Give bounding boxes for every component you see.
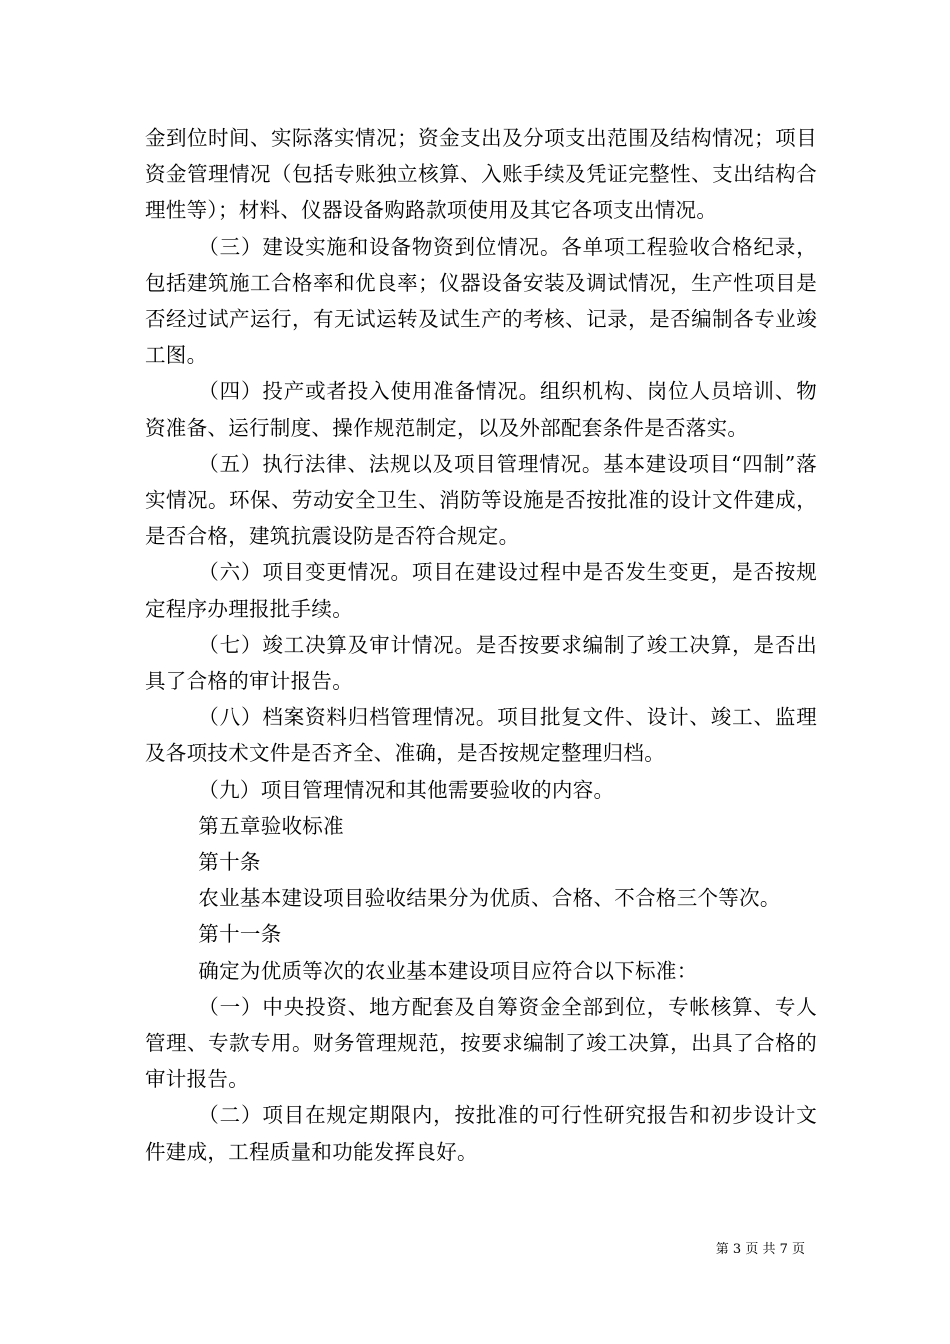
page-number-footer: 第 3 页 共 7 页 (715, 1242, 805, 1257)
article-10-text: 农业基本建设项目验收结果分为优质、合格、不合格三个等次。 (198, 886, 781, 911)
paragraph-item-6: （六）项目变更情况。项目在建设过程中是否发生变更，是否按规定程序办理报批手续。 (145, 560, 817, 621)
paragraph-item-9: （九）项目管理情况和其他需要验收的内容。 (198, 777, 615, 802)
paragraph-item-8: （八）档案资料归档管理情况。项目批复文件、设计、竣工、监理及各项技术文件是否齐全、准确，是否按规定整理归档。 (145, 705, 817, 766)
document-body (145, 120, 817, 1170)
chapter-heading: 第五章验收标准 (198, 813, 344, 838)
article-11-intro: 确定为优质等次的农业基本建设项目应符合以下标准： (198, 958, 698, 983)
article-11-heading: 第十一条 (198, 922, 282, 947)
article-10-heading: 第十条 (198, 850, 261, 875)
paragraph-standard-1: （一）中央投资、地方配套及自筹资金全部到位，专帐核算、专人管理、专款专用。财务管理规范，按要求编制了竣工决算，出具了合格的审计报告。 (145, 994, 817, 1092)
paragraph-item-5: （五）执行法律、法规以及项目管理情况。基本建设项目“四制”落实情况。环保、劳动安全卫生、消防等设施是否按批准的设计文件建成，是否合格，建筑抗震设防是否符合规定。 (145, 451, 817, 549)
paragraph-standard-2: （二）项目在规定期限内，按批准的可行性研究报告和初步设计文件建成，工程质量和功能发挥良好。 (145, 1103, 817, 1164)
paragraph-item-4: （四）投产或者投入使用准备情况。组织机构、岗位人员培训、物资准备、运行制度、操作规范制定，以及外部配套条件是否落实。 (145, 379, 817, 440)
paragraph-item-7: （七）竣工决算及审计情况。是否按要求编制了竣工决算，是否出具了合格的审计报告。 (145, 632, 817, 694)
paragraph-item-3: （三）建设实施和设备物资到位情况。各单项工程验收合格纪录，包括建筑施工合格率和优良率；仪器设备安装及调试情况，生产性项目是否经过试产运行，有无试运转及试生产的考核、记录，是否编制各专业竣工图。 (145, 234, 817, 368)
paragraph-funds-continued: 金到位时间、实际落实情况；资金支出及分项支出范围及结构情况；项目资金管理情况（包括专账独立核算、入账手续及凭证完整性、支出结构合理性等）；材料、仪器设备购路款项使用及其它各项支出情况。 (145, 126, 817, 223)
